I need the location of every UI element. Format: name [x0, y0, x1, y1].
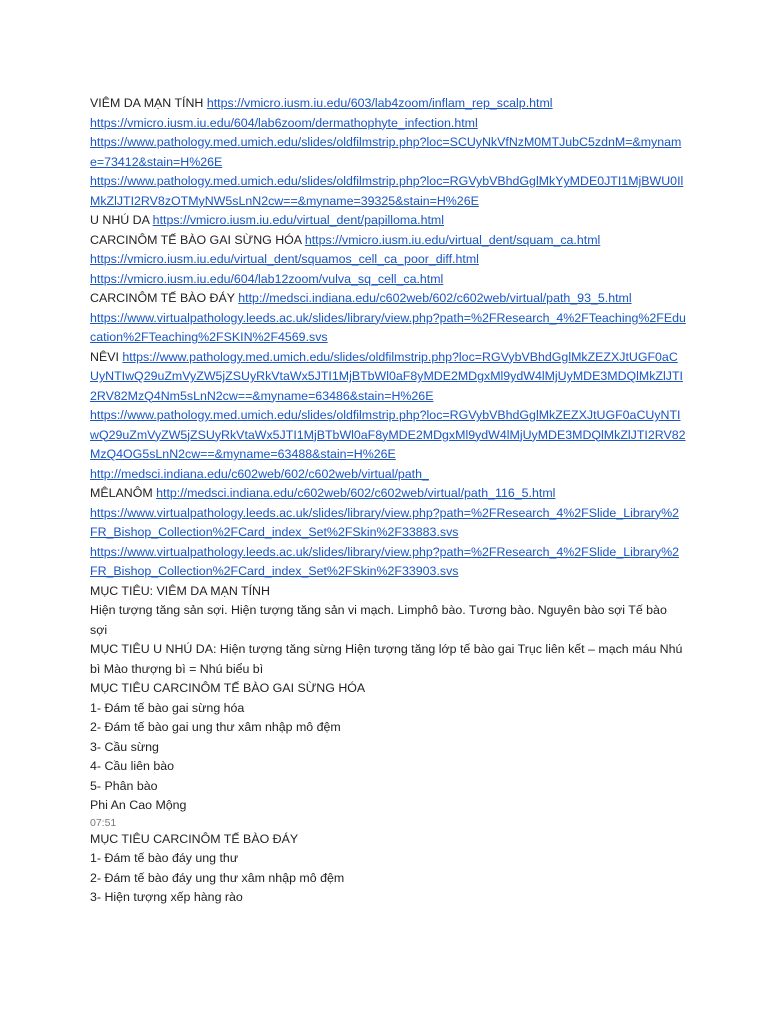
list-item: 2- Đám tế bào đáy ung thư xâm nhập mô đệm — [90, 870, 345, 885]
link[interactable]: https://www.virtualpathology.leeds.ac.uk/slides/library/view.php?path=%2FResearch_4%2FSlide_Library%2FR_Bishop_Collection%2FCard_index_Set%2FSkin%2F33903.svs — [90, 544, 679, 578]
link[interactable]: https://www.virtualpathology.leeds.ac.uk/slides/library/view.php?path=%2FResearch_4%2FTeaching%2FEducation%2FTeaching%2FSKIN%2F4569.svs — [90, 310, 686, 344]
section-carcinom-day — [90, 289, 686, 309]
link[interactable]: https://vmicro.iusm.iu.edu/virtual_dent/papilloma.html — [152, 213, 444, 227]
author-name: Phi An Cao Mộng — [90, 798, 187, 812]
link[interactable]: https://www.pathology.med.umich.edu/slides/oldfilmstrip.php?loc=RGVybVBhdGglMkZEZXJtUGF0aCUyNTIwQ29uZmVyZW5jZSUyRkVtaWx5JTI1MjBTbWl0aF8yMDE2MDgxMl9ydW4lMjUyMDE3MDQlMkZlJTI2RV82MzQ4Nm5sLnN2cw==&myname=63486&stain=H%26E — [90, 349, 683, 403]
section-melanom — [90, 484, 686, 504]
link[interactable]: https://vmicro.iusm.iu.edu/603/lab4zoom/inflam_rep_scalp.html — [206, 96, 553, 110]
objective-text: MỤC TIÊU U NHÚ DA: Hiện tượng tăng sừng Hiện tượng tăng lớp tế bào gai Trục liên kết – mạch máu Nhú bì Mào thượng bì = Nhú biểu bì — [90, 642, 683, 676]
link[interactable]: https://vmicro.iusm.iu.edu/604/lab6zoom/dermathophyte_infection.html — [90, 115, 478, 130]
list-item: 1- Đám tế bào gai sừng hóa — [90, 700, 245, 715]
section-carcinom-gai — [90, 231, 686, 251]
objective-title: MỤC TIÊU CARCINÔM TẾ BÀO ĐÁY — [90, 831, 299, 846]
link[interactable]: http://medsci.indiana.edu/c602web/602/c602web/virtual/path_ — [90, 466, 429, 481]
list-item: 2- Đám tế bào gai ung thư xâm nhập mô đệm — [90, 720, 341, 734]
link[interactable]: https://www.pathology.med.umich.edu/slides/oldfilmstrip.php?loc=SCUyNkVfNzM0MTJubC5zdnM=&myname=73412&stain=H%26E — [90, 135, 682, 169]
section-u-nhu-da — [90, 211, 686, 231]
section-label: U NHÚ DA — [90, 213, 150, 227]
link[interactable]: https://www.pathology.med.umich.edu/slides/oldfilmstrip.php?loc=RGVybVBhdGglMkYyMDE0JTI1MjBWU0IlMkZlJTI2RV8zOTMyNW5sLnN2cw==&myname=39325&stain=H%26E — [90, 174, 684, 208]
document-page — [90, 94, 686, 908]
list-item: 4- Cầu liên bào — [90, 759, 175, 773]
list-item: 1- Đám tế bào đáy ung thư — [90, 851, 239, 865]
section-label: CARCINÔM TẾ BÀO ĐÁY — [90, 291, 235, 305]
list-item: 5- Phân bào — [90, 778, 158, 793]
section-label: NÊVI — [90, 349, 119, 364]
link[interactable]: http://medsci.indiana.edu/c602web/602/c602web/virtual/path_93_5.html — [238, 291, 632, 305]
link[interactable]: https://vmicro.iusm.iu.edu/virtual_dent/squamos_cell_ca_poor_diff.html — [90, 252, 479, 266]
link[interactable]: https://vmicro.iusm.iu.edu/604/lab12zoom/vulva_sq_cell_ca.html — [90, 271, 444, 286]
list-item: 3- Hiện tượng xếp hàng rào — [90, 890, 243, 904]
section-nevi — [90, 348, 686, 407]
section-viem-da — [90, 94, 686, 114]
section-label: CARCINÔM TẾ BÀO GAI SỪNG HÓA — [90, 232, 302, 247]
section-label: VIÊM DA MẠN TÍNH — [90, 96, 204, 110]
link[interactable]: https://vmicro.iusm.iu.edu/virtual_dent/squam_ca.html — [304, 232, 601, 247]
link[interactable]: http://medsci.indiana.edu/c602web/602/c602web/virtual/path_116_5.html — [156, 486, 556, 500]
objective-title: MỤC TIÊU CARCINÔM TẾ BÀO GAI SỪNG HÓA — [90, 681, 366, 695]
objective-title: MỤC TIÊU: VIÊM DA MẠN TÍNH — [90, 583, 270, 598]
list-item: 3- Cầu sừng — [90, 739, 159, 754]
objective-text: Hiện tượng tăng sản sợi. Hiện tượng tăng sản vi mạch. Limphô bào. Tương bào. Nguyên bào sợi Tế bào sợi — [90, 603, 667, 637]
section-label: MÊLANÔM — [90, 486, 153, 500]
link[interactable]: https://www.virtualpathology.leeds.ac.uk/slides/library/view.php?path=%2FResearch_4%2FSlide_Library%2FR_Bishop_Collection%2FCard_index_Set%2FSkin%2F33883.svs — [90, 505, 679, 539]
link[interactable]: https://www.pathology.med.umich.edu/slides/oldfilmstrip.php?loc=RGVybVBhdGglMkZEZXJtUGF0aCUyNTIwQ29uZmVyZW5jZSUyRkVtaWx5JTI1MjBTbWl0aF8yMDE2MDgxMl9ydW4lMjUyMDE3MDQlMkZlJTI2RV82MzQ4OG5sLnN2cw==&myname=63488&stain=H%26E — [90, 408, 686, 461]
message-time: 07:51 — [90, 816, 117, 829]
